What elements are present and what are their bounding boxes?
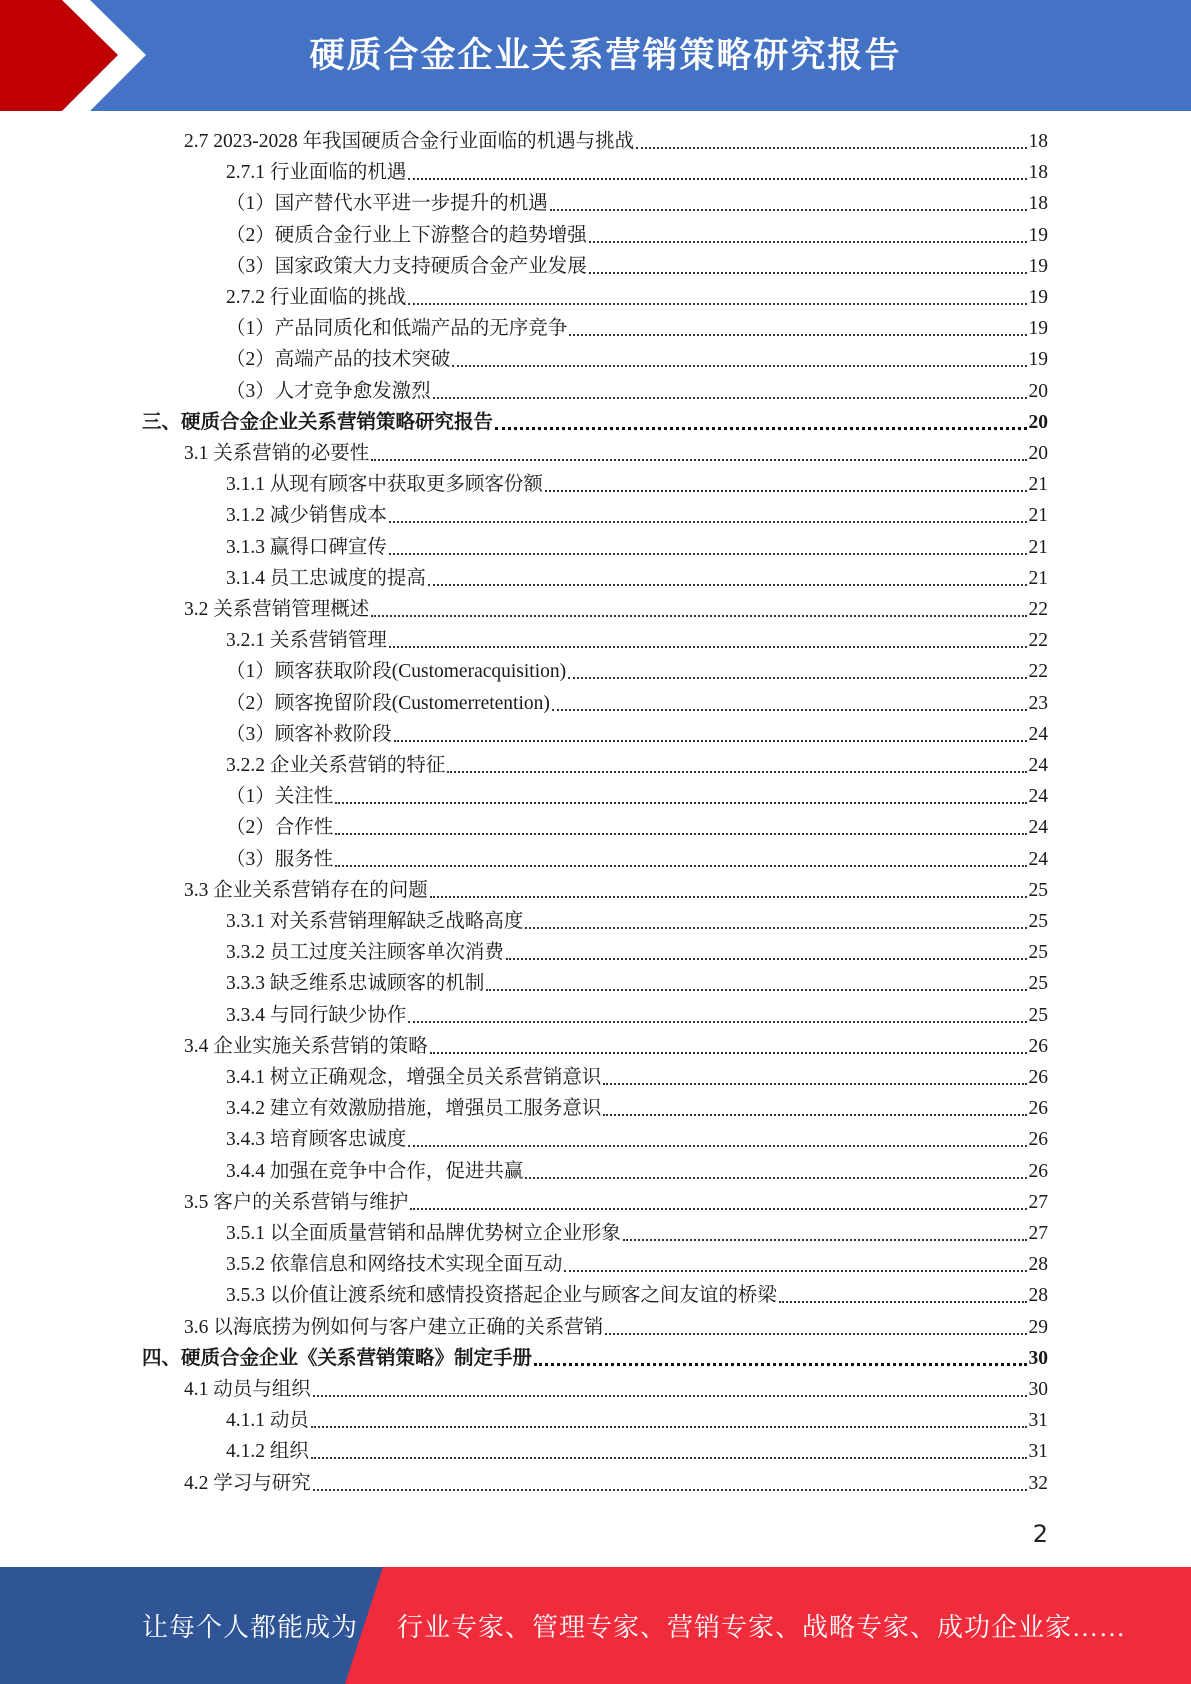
toc-dot-leader: [335, 845, 1026, 875]
toc-entry-page: 22: [1028, 630, 1048, 652]
toc-entry[interactable]: [226, 1157, 1048, 1187]
toc-entry[interactable]: [226, 1094, 1048, 1124]
toc-entry-page: 24: [1028, 755, 1048, 776]
toc-dot-leader: [589, 221, 1027, 251]
toc-entry-label: （2）合作性: [226, 817, 334, 839]
toc-entry-label: 3.4.2 建立有效激励措施，增强员工服务意识: [226, 1098, 602, 1120]
toc-entry-label: （1）顾客获取阶段(Customeracquisition): [226, 661, 567, 683]
toc-entry[interactable]: [226, 969, 1048, 999]
toc-entry-page: 22: [1028, 661, 1048, 683]
toc-entry-label: 3.2 关系营销管理概述: [184, 599, 370, 620]
toc-entry[interactable]: [226, 689, 1048, 719]
toc-entry[interactable]: [226, 1001, 1048, 1031]
toc-entry[interactable]: [226, 345, 1048, 375]
toc-entry-page: 20: [1028, 411, 1048, 433]
toc-dot-leader: [603, 1094, 1026, 1124]
footer-slogan-right: 行业专家、管理专家、营销专家、战略专家、成功企业家……: [397, 1613, 1127, 1642]
toc-entry-label: 3.3.1 对关系营销理解缺乏战略高度: [226, 911, 524, 932]
toc-dot-leader: [371, 439, 1026, 469]
page-title: 硬质合金企业关系营销策略研究报告: [309, 36, 902, 76]
toc-entry-page: 25: [1028, 942, 1048, 964]
toc-entry[interactable]: [226, 377, 1048, 407]
toc-entry-page: 29: [1028, 1316, 1048, 1338]
toc-dot-leader: [568, 657, 1026, 687]
toc-entry-label: 2.7.1 行业面临的机遇: [226, 162, 407, 184]
toc-entry[interactable]: [226, 221, 1048, 251]
toc-entry-page: 25: [1028, 911, 1048, 932]
toc-entry-page: 27: [1028, 1223, 1048, 1244]
footer-slogan-left: 让每个人都能成为: [142, 1613, 359, 1642]
toc-dot-leader: [394, 720, 1027, 750]
toc-entry[interactable]: [184, 1469, 1048, 1499]
toc-entry-page: 19: [1028, 255, 1048, 277]
toc-dot-leader: [589, 252, 1027, 282]
toc-dot-leader: [335, 782, 1026, 812]
toc-entry-page: 24: [1028, 817, 1048, 839]
toc-dot-leader: [313, 1375, 1027, 1405]
toc-entry[interactable]: [226, 1219, 1048, 1249]
toc-entry[interactable]: [226, 626, 1048, 656]
toc-entry-label: （3）服务性: [226, 848, 334, 870]
toc-dot-leader: [408, 1125, 1026, 1155]
toc-entry-page: 26: [1028, 1067, 1048, 1088]
toc-entry-label: 3.3 企业关系营销存在的问题: [184, 879, 428, 901]
toc-entry-label: 3.4.3 培育顾客忠诚度: [226, 1129, 407, 1151]
toc-entry-label: 3.3.4 与同行缺少协作: [226, 1004, 407, 1026]
toc-entry-label: （3）国家政策大力支持硬质合金产业发展: [226, 255, 587, 277]
toc-entry-label: （3）顾客补救阶段: [226, 723, 392, 745]
toc-dot-leader: [428, 564, 1027, 594]
toc-entry[interactable]: [142, 1344, 1048, 1374]
toc-entry-label: 4.1.2 组织: [226, 1441, 309, 1463]
toc-entry-page: 27: [1028, 1191, 1048, 1213]
toc-entry-label: （2）顾客挽留阶段(Customerretention): [226, 692, 550, 714]
toc-entry-page: 28: [1028, 1285, 1048, 1307]
toc-dot-leader: [389, 501, 1027, 531]
toc-entry[interactable]: [226, 252, 1048, 282]
toc-entry-label: 4.2 学习与研究: [184, 1472, 311, 1494]
toc-entry-label: 3.3.3 缺乏维系忠诚顾客的机制: [226, 973, 485, 995]
toc-entry[interactable]: [184, 595, 1048, 625]
toc-entry-page: 23: [1028, 692, 1048, 714]
toc-entry[interactable]: [142, 408, 1048, 438]
toc-dot-leader: [311, 1437, 1027, 1467]
toc-entry[interactable]: [184, 1313, 1048, 1343]
toc-entry-label: （1）国产替代水平进一步提升的机遇: [226, 193, 548, 215]
toc-entry-page: 18: [1028, 162, 1048, 184]
toc-dot-leader: [552, 689, 1027, 719]
toc-dot-leader: [534, 1344, 1026, 1374]
toc-entry-label: 2.7.2 行业面临的挑战: [226, 287, 407, 308]
toc-entry-page: 26: [1028, 1160, 1048, 1182]
toc-dot-leader: [623, 1219, 1027, 1249]
toc-entry[interactable]: [226, 314, 1048, 344]
toc-entry-label: 四、硬质合金企业《关系营销策略》制定手册: [142, 1347, 533, 1369]
toc-entry-page: 22: [1028, 599, 1048, 620]
toc-entry[interactable]: [226, 907, 1048, 937]
toc-dot-leader: [447, 751, 1026, 781]
toc-entry[interactable]: [184, 127, 1048, 157]
toc-entry-label: 3.3.2 员工过度关注顾客单次消费: [226, 942, 504, 964]
toc-entry-label: 3.1 关系营销的必要性: [184, 443, 370, 464]
toc-entry-page: 21: [1028, 505, 1048, 527]
toc-entry-page: 31: [1028, 1410, 1048, 1432]
toc-entry-page: 20: [1028, 443, 1048, 464]
toc-entry[interactable]: [226, 1125, 1048, 1155]
toc-entry-label: 3.2.2 企业关系营销的特征: [226, 755, 446, 776]
toc-entry[interactable]: [184, 1032, 1048, 1062]
toc-dot-leader: [569, 314, 1026, 344]
toc-dot-leader: [495, 408, 1026, 438]
toc-entry[interactable]: [226, 189, 1048, 219]
toc-dot-leader: [313, 1469, 1027, 1499]
toc-dot-leader: [486, 969, 1026, 999]
page-number: 2: [1032, 1520, 1048, 1548]
toc-entry[interactable]: [226, 720, 1048, 750]
toc-entry[interactable]: [226, 470, 1048, 500]
toc-entry-label: 3.5.3 以价值让渡系统和感情投资搭起企业与顾客之间友谊的桥梁: [226, 1285, 777, 1307]
toc-dot-leader: [603, 1063, 1026, 1093]
toc-entry[interactable]: [226, 1281, 1048, 1311]
toc-dot-leader: [525, 907, 1026, 937]
toc-entry-label: 3.5.1 以全面质量营销和品牌优势树立企业形象: [226, 1223, 621, 1244]
toc-dot-leader: [408, 283, 1026, 313]
toc-entry[interactable]: [226, 813, 1048, 843]
toc-dot-leader: [389, 533, 1027, 563]
toc-dot-leader: [605, 1313, 1026, 1343]
toc-entry-page: 18: [1028, 193, 1048, 215]
toc-entry[interactable]: [226, 501, 1048, 531]
toc-entry-label: （1）关注性: [226, 786, 334, 808]
toc-entry-page: 21: [1028, 536, 1048, 558]
toc-entry-page: 25: [1028, 1004, 1048, 1026]
page-footer: [0, 1567, 1191, 1684]
toc-entry-page: 30: [1028, 1379, 1048, 1400]
toc-entry[interactable]: [226, 657, 1048, 687]
toc-entry[interactable]: [184, 1188, 1048, 1218]
toc-dot-leader: [452, 345, 1026, 375]
toc-dot-leader: [545, 470, 1027, 500]
toc-entry-label: 3.1.2 减少销售成本: [226, 505, 387, 527]
toc-entry[interactable]: [226, 533, 1048, 563]
page-header: [0, 0, 1191, 111]
toc-entry[interactable]: [226, 283, 1048, 313]
toc-dot-leader: [335, 813, 1026, 843]
toc-entry-label: （2）高端产品的技术突破: [226, 349, 451, 371]
toc-entry-page: 32: [1028, 1472, 1048, 1494]
toc-entry-page: 19: [1028, 318, 1048, 340]
toc-dot-leader: [433, 377, 1027, 407]
toc-entry[interactable]: [226, 938, 1048, 968]
toc-dot-leader: [371, 595, 1026, 625]
toc-entry[interactable]: [226, 1063, 1048, 1093]
toc-entry-page: 24: [1028, 786, 1048, 808]
toc-entry-label: 3.4 企业实施关系营销的策略: [184, 1035, 428, 1057]
toc-entry-label: 4.1.1 动员: [226, 1410, 309, 1432]
toc-dot-leader: [410, 1188, 1026, 1218]
toc-entry-page: 21: [1028, 567, 1048, 589]
toc-dot-leader: [550, 189, 1027, 219]
toc-dot-leader: [311, 1406, 1027, 1436]
toc-entry-label: 4.1 动员与组织: [184, 1379, 311, 1400]
toc-dot-leader: [389, 626, 1027, 656]
toc-entry[interactable]: [226, 1406, 1048, 1436]
toc-dot-leader: [408, 158, 1026, 188]
toc-entry-page: 25: [1028, 879, 1048, 901]
toc-entry[interactable]: [226, 564, 1048, 594]
toc-dot-leader: [430, 1032, 1027, 1062]
toc-entry-page: 24: [1028, 723, 1048, 745]
toc-dot-leader: [779, 1281, 1027, 1311]
toc-entry-label: 3.4.1 树立正确观念，增强全员关系营销意识: [226, 1067, 602, 1088]
toc-entry-label: 3.2.1 关系营销管理: [226, 630, 387, 652]
toc-entry-label: 三、硬质合金企业关系营销策略研究报告: [142, 411, 494, 433]
toc-entry[interactable]: [226, 158, 1048, 188]
toc-entry-page: 25: [1028, 973, 1048, 995]
toc-entry-label: 3.5.2 依靠信息和网络技术实现全面互动: [226, 1254, 563, 1276]
toc-entry-label: （3）人才竞争愈发激烈: [226, 380, 431, 402]
toc-entry[interactable]: [226, 1250, 1048, 1280]
toc-dot-leader: [506, 938, 1027, 968]
toc-entry[interactable]: [184, 439, 1048, 469]
toc-entry[interactable]: [226, 782, 1048, 812]
toc-entry-page: 26: [1028, 1129, 1048, 1151]
toc-entry-label: 3.1.1 从现有顾客中获取更多顾客份额: [226, 474, 543, 496]
toc-entry-page: 19: [1028, 287, 1048, 308]
toc-entry-label: 3.1.4 员工忠诚度的提高: [226, 567, 426, 589]
toc-dot-leader: [636, 127, 1026, 157]
toc-entry-page: 18: [1028, 131, 1048, 152]
toc-entry-page: 19: [1028, 224, 1048, 246]
toc-entry[interactable]: [226, 845, 1048, 875]
toc-entry-label: 3.1.3 赢得口碑宣传: [226, 536, 387, 558]
toc-dot-leader: [564, 1250, 1026, 1280]
toc-entry-page: 24: [1028, 848, 1048, 870]
toc-entry-label: （1）产品同质化和低端产品的无序竞争: [226, 318, 568, 340]
toc-entry-label: 3.6 以海底捞为例如何与客户建立正确的关系营销: [184, 1316, 604, 1338]
toc-entry-page: 26: [1028, 1098, 1048, 1120]
toc-entry[interactable]: [226, 751, 1048, 781]
toc-entry-page: 28: [1028, 1254, 1048, 1276]
toc-entry-label: 2.7 2023-2028 年我国硬质合金行业面临的机遇与挑战: [184, 131, 635, 152]
toc-dot-leader: [430, 876, 1027, 906]
toc-entry-page: 31: [1028, 1441, 1048, 1463]
toc-entry-label: 3.4.4 加强在竞争中合作，促进共赢: [226, 1160, 524, 1182]
toc-entry-page: 21: [1028, 474, 1048, 496]
toc-entry-label: 3.5 客户的关系营销与维护: [184, 1191, 409, 1213]
toc-entry-page: 19: [1028, 349, 1048, 371]
toc-entry[interactable]: [184, 1375, 1048, 1405]
toc-entry-page: 30: [1028, 1347, 1048, 1369]
toc-entry-label: （2）硬质合金行业上下游整合的趋势增强: [226, 224, 587, 246]
toc-entry[interactable]: [184, 876, 1048, 906]
toc-entry-page: 26: [1028, 1035, 1048, 1057]
toc-dot-leader: [408, 1001, 1026, 1031]
toc-entry[interactable]: [226, 1437, 1048, 1467]
toc-entry-page: 20: [1028, 380, 1048, 402]
toc-dot-leader: [525, 1157, 1026, 1187]
